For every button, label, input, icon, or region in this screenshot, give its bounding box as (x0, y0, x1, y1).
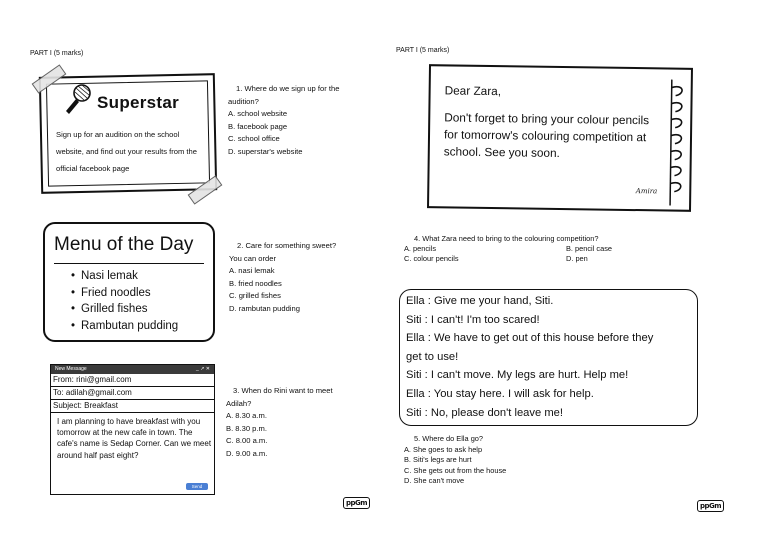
note-text (444, 82, 650, 163)
question-5 (404, 434, 506, 487)
email-window-title: New Message (55, 366, 87, 372)
question-1 (228, 83, 339, 158)
microphone-icon (62, 83, 94, 117)
dialogue-line: Ella : We have to get out of this house before they (406, 332, 654, 345)
menu-list (71, 268, 178, 334)
dialogue-line: Siti : No, please don't leave me! (406, 406, 563, 419)
question-5-text: 5. Where do Ella go? (414, 434, 484, 443)
q5-option-c[interactable]: C. She gets out from the house (404, 465, 507, 475)
q3-option-a[interactable]: A. 8.30 a.m. (226, 411, 267, 420)
q3-option-b[interactable]: B. 8.30 p.m. (226, 423, 267, 433)
dialogue-box (399, 289, 698, 426)
window-controls-icon[interactable]: _ ↗ ✕ (196, 366, 210, 372)
q2-option-d[interactable]: D. rambutan pudding (229, 303, 300, 313)
question-2-text: 2. Care for something sweet? (237, 241, 337, 250)
q4-option-a[interactable]: A. pencils (404, 244, 437, 253)
q3-option-d[interactable]: D. 9.00 a.m. (226, 448, 268, 458)
question-4-text: 4. What Zara need to bring to the colouring competition? (414, 234, 599, 243)
menu-item: • Grilled fishes (71, 301, 178, 318)
spiral-binding-icon (668, 80, 688, 206)
poster-title: Superstar (97, 93, 180, 112)
email-subject-field[interactable]: Subject: Breakfast (51, 400, 214, 413)
question-2 (229, 240, 336, 315)
q3-option-c[interactable]: C. 8.00 a.m. (226, 436, 268, 445)
question-4 (404, 234, 694, 264)
q4-option-b[interactable]: B. pencil case (566, 244, 613, 253)
email-to-field[interactable]: To: adilah@gmail.com (51, 387, 214, 400)
email-window (50, 364, 215, 495)
publisher-logo-left: ppGm (343, 497, 370, 509)
menu-item: • Rambutan pudding (71, 318, 178, 335)
superstar-poster (40, 75, 216, 192)
q2-option-c[interactable]: C. grilled fishes (229, 291, 281, 300)
q5-option-b[interactable]: B. Siti's legs are hurt (404, 455, 472, 464)
dialogue-line: get to use! (406, 350, 459, 363)
q1-option-c[interactable]: C. school office (228, 134, 280, 143)
menu-item: • Nasi lemak (71, 268, 178, 285)
q5-option-d[interactable]: D. She can't move (404, 476, 465, 485)
note-greeting: Dear Zara, (444, 83, 502, 99)
send-button[interactable]: Send (186, 483, 208, 490)
q5-option-a[interactable]: A. She goes to ask help (404, 444, 483, 454)
question-1-text-cont: audition? (228, 96, 259, 106)
part-label-left: PART I (5 marks) (30, 50, 84, 57)
dialogue-line: Ella : Give me your hand, Siti. (406, 295, 554, 307)
note-line: Don't forget to bring your colour pencils (444, 110, 650, 128)
q4-option-c[interactable]: C. colour pencils (404, 254, 459, 263)
dialogue-line: Ella : You stay here. I will ask for help. (406, 387, 594, 400)
dialogue-line: Siti : I can't! I'm too scared! (406, 313, 540, 326)
q1-option-d[interactable]: D. superstar's website (228, 146, 303, 156)
note-line: for tomorrow's colouring competition at (443, 127, 647, 145)
publisher-logo-right: ppGm (697, 500, 724, 512)
dialogue-line: Siti : I can't move. My legs are hurt. Help me! (406, 369, 629, 382)
note-signature: Amira (635, 187, 658, 196)
note-line: school. See you soon. (443, 144, 560, 160)
menu-title: Menu of the Day (54, 234, 194, 255)
question-3 (226, 385, 333, 460)
q4-option-d[interactable]: D. pen (566, 254, 588, 263)
poster-text: Sign up for an audition on the school website, and find out your results from the official facebook page (56, 130, 197, 173)
menu-of-the-day (43, 222, 215, 342)
question-1-text: 1. Where do we sign up for the (236, 84, 340, 93)
question-3-text-cont: Adilah? (226, 398, 252, 408)
email-body[interactable]: I am planning to have breakfast with you tomorrow at the new cafe in town. The cafe's name is Sedap Corner. Can we meet around half past eight? (57, 417, 212, 460)
q1-option-b[interactable]: B. facebook page (228, 121, 288, 131)
q1-option-a[interactable]: A. school website (228, 109, 288, 118)
q2-option-a[interactable]: A. nasi lemak (229, 266, 275, 275)
email-from-field[interactable]: From: rini@gmail.com (51, 374, 214, 387)
question-2-text-cont: You can order (229, 253, 277, 263)
email-title-bar (51, 365, 214, 374)
q2-option-b[interactable]: B. fried noodles (229, 278, 282, 288)
menu-item: • Fried noodles (71, 285, 178, 302)
part-label-right: PART I (5 marks) (396, 47, 450, 54)
note-to-zara (427, 64, 693, 212)
menu-divider (54, 263, 204, 264)
question-3-text: 3. When do Rini want to meet (233, 386, 333, 395)
